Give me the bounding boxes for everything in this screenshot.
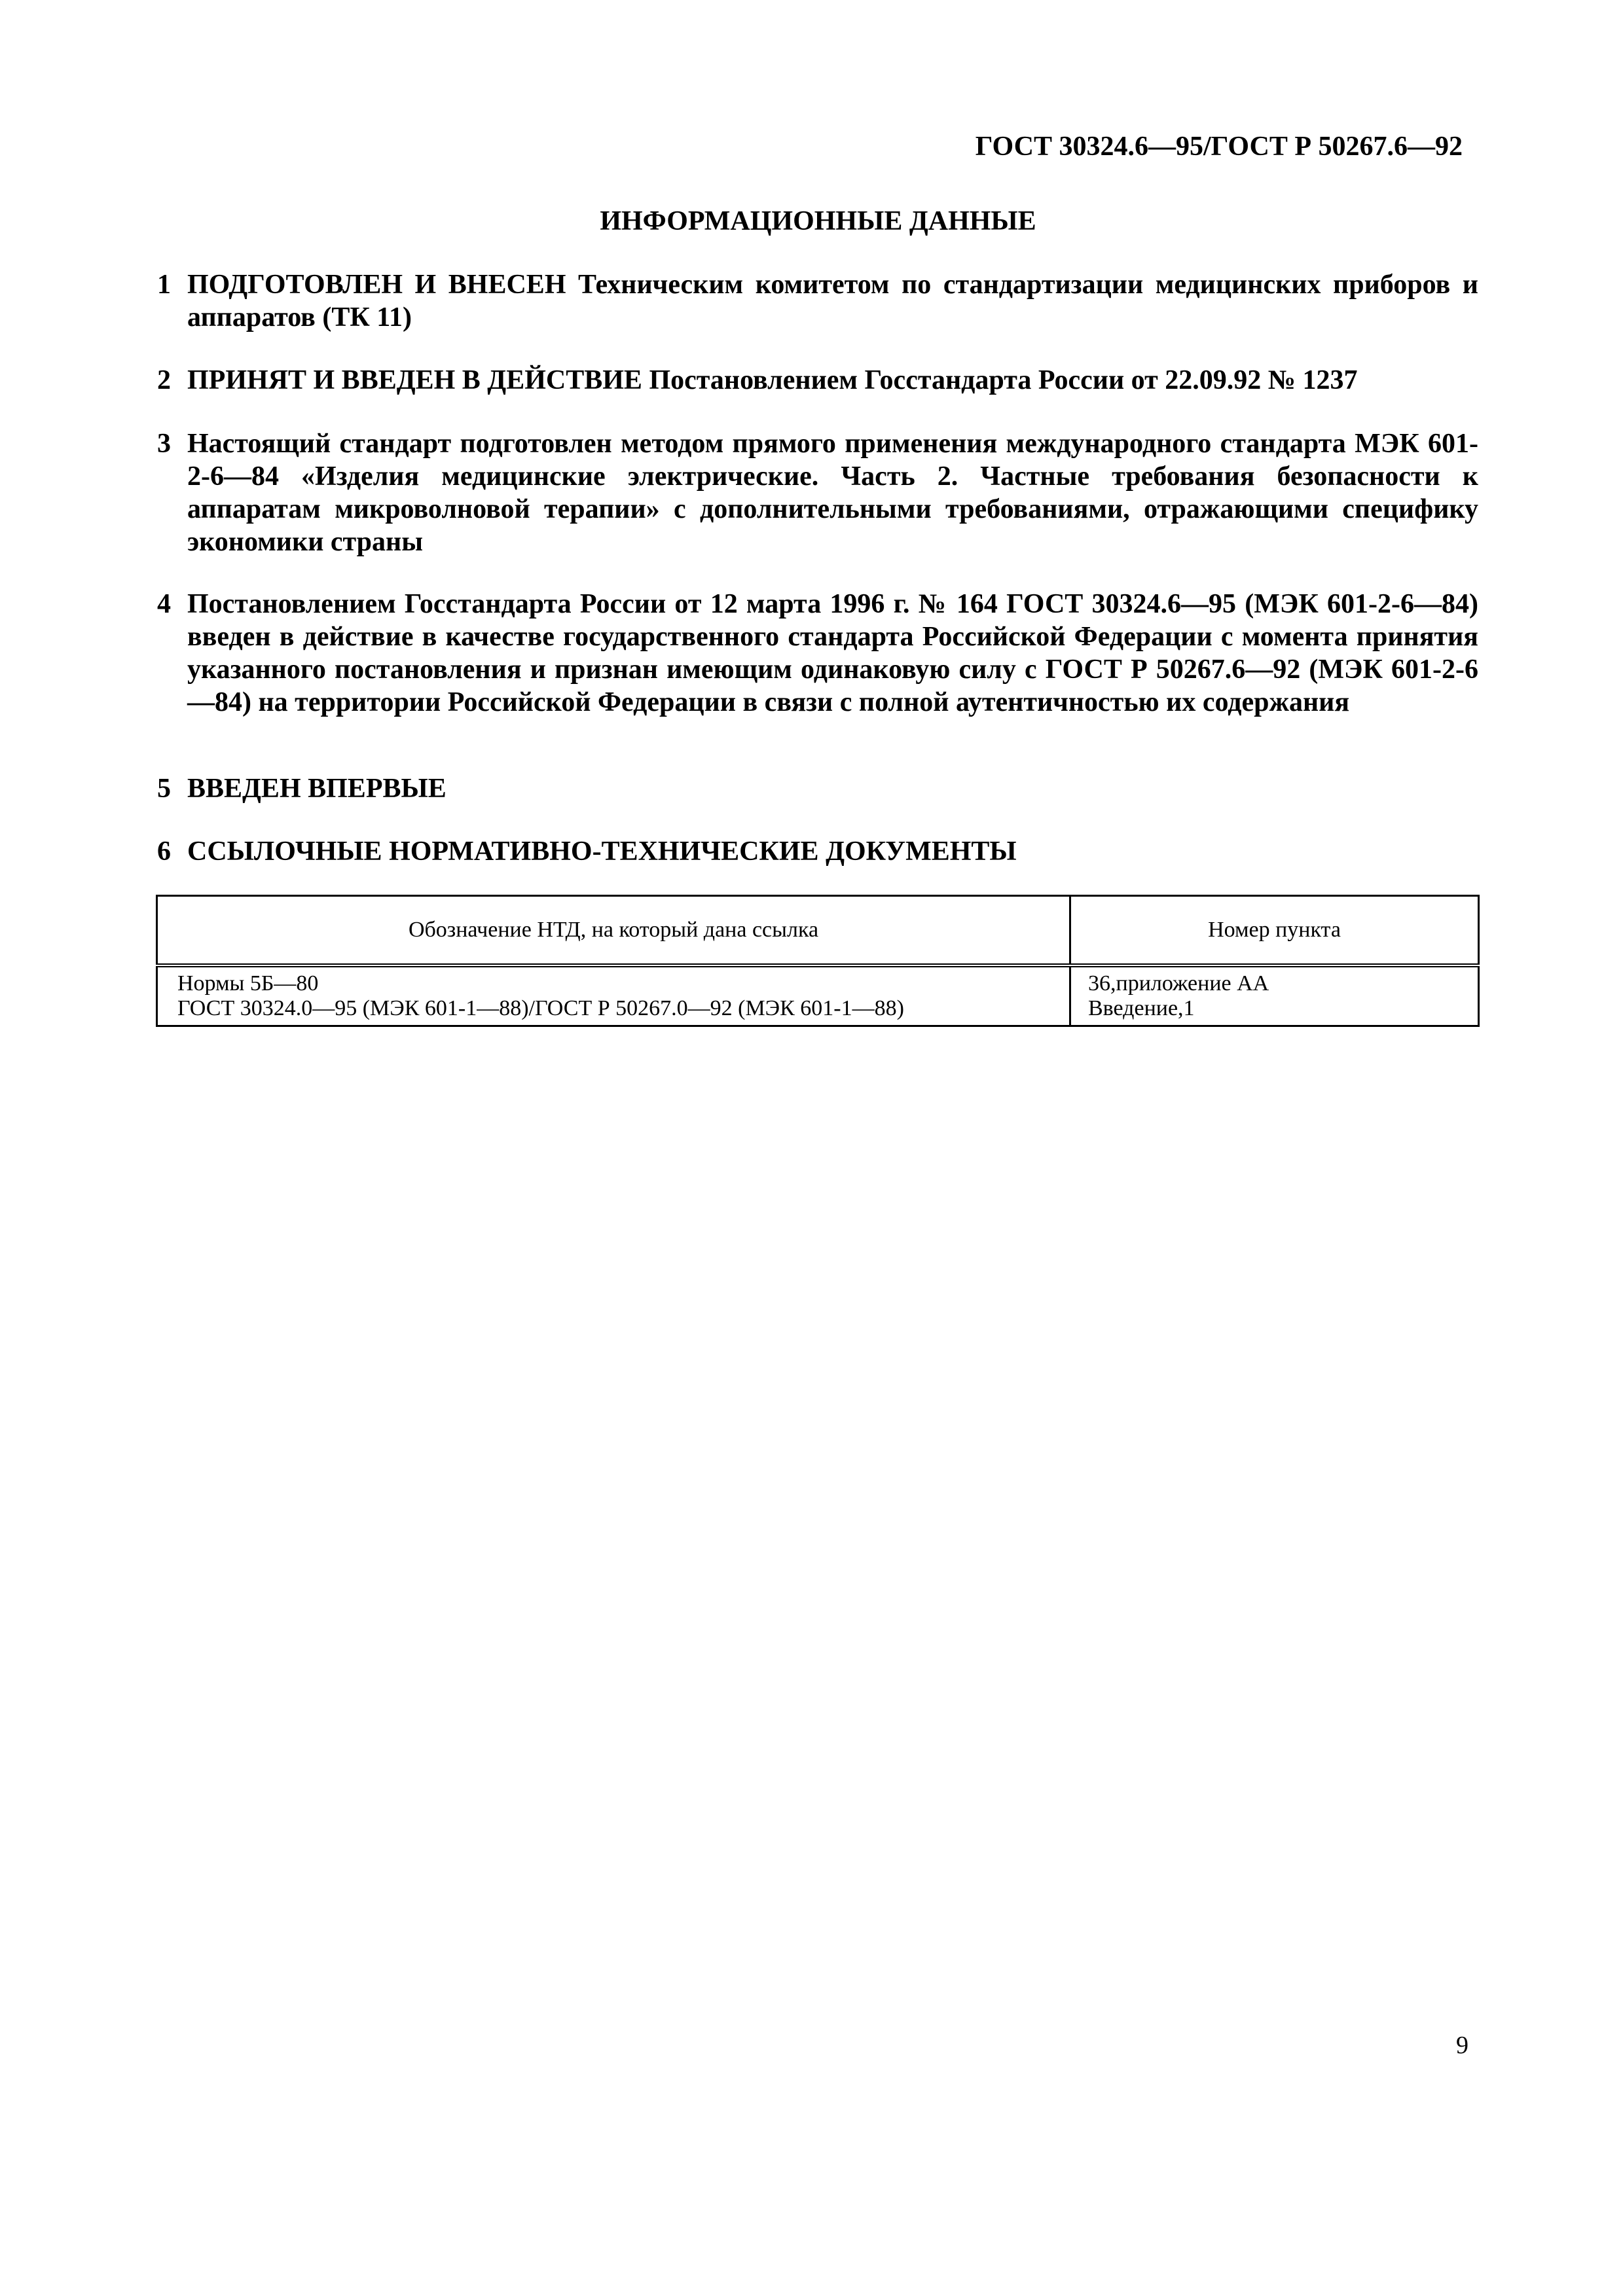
item-text [187, 268, 1478, 334]
item-number: 4 [157, 589, 171, 619]
table-row [157, 965, 1479, 1026]
item-text [187, 772, 1478, 805]
item-text [187, 835, 1478, 868]
item-number: 6 [157, 836, 171, 867]
list-item [157, 772, 1478, 805]
item-body: Техническим комитетом по стандартизации медицинских приборов и аппаратов (ТК 11) [187, 270, 1478, 332]
list-item [157, 427, 1478, 558]
item-lead: ПРИНЯТ И ВВЕДЕН В ДЕЙСТВИЕ [187, 365, 642, 395]
references-table [156, 895, 1480, 1027]
table-cell-designation [157, 965, 1070, 1026]
list-item [157, 835, 1478, 868]
list-item [157, 364, 1478, 397]
item-lead: ПОДГОТОВЛЕН И ВНЕСЕН [187, 270, 566, 300]
item-body: Постановлением Госстандарта России от 12 марта 1996 г. № 164 ГОСТ 30324.6—95 (МЭК 601-2-6—84) введен в действие в качестве государственного стандарта Российской Федерации с момента принятия указанного постановления и признан имеющим одинаковую силу с ГОСТ Р 50267.6—92 (МЭК 601-2-6—84) на территории Российской Федерации в связи с полной аутентичностью их содержания [187, 589, 1478, 717]
item-lead: ССЫЛОЧНЫЕ НОРМАТИВНО-ТЕХНИЧЕСКИЕ ДОКУМЕНТЫ [187, 836, 1017, 867]
item-number: 5 [157, 774, 171, 804]
document-code: ГОСТ 30324.6—95/ГОСТ Р 50267.6—92 [975, 132, 1463, 162]
page-number: 9 [1456, 2032, 1468, 2059]
column-header-clause: Номер пункта [1070, 896, 1479, 966]
item-body: Настоящий стандарт подготовлен методом прямого применения международного стандарта МЭК 601-2-6—84 «Изделия медицинские электрические. Часть 2. Частные требования безопасности к аппаратам микроволновой терапии» с дополнительными требованиями, отражающими специфику экономики страны [187, 429, 1478, 557]
page-title: ИНФОРМАЦИОННЫЕ ДАННЫЕ [600, 206, 1036, 236]
item-text [187, 364, 1478, 397]
cell-line: Введение,1 [1088, 996, 1195, 1020]
cell-line: Нормы 5Б—80 [177, 971, 319, 996]
table-header-row [157, 896, 1479, 966]
item-number: 3 [157, 429, 171, 459]
column-header-designation: Обозначение НТД, на который дана ссылка [157, 896, 1070, 966]
item-lead: ВВЕДЕН ВПЕРВЫЕ [187, 774, 447, 804]
list-item [157, 588, 1478, 719]
list-item [157, 268, 1478, 334]
item-body: Постановлением Госстандарта России от 22.09.92 № 1237 [642, 365, 1358, 395]
table-cell-clause [1070, 965, 1479, 1026]
item-number: 2 [157, 365, 171, 395]
cell-line: ГОСТ 30324.0—95 (МЭК 601-1—88)/ГОСТ Р 50267.0—92 (МЭК 601-1—88) [177, 996, 904, 1020]
item-number: 1 [157, 270, 171, 300]
cell-line: 36,приложение АА [1088, 971, 1269, 996]
item-text [187, 588, 1478, 719]
item-text [187, 427, 1478, 558]
